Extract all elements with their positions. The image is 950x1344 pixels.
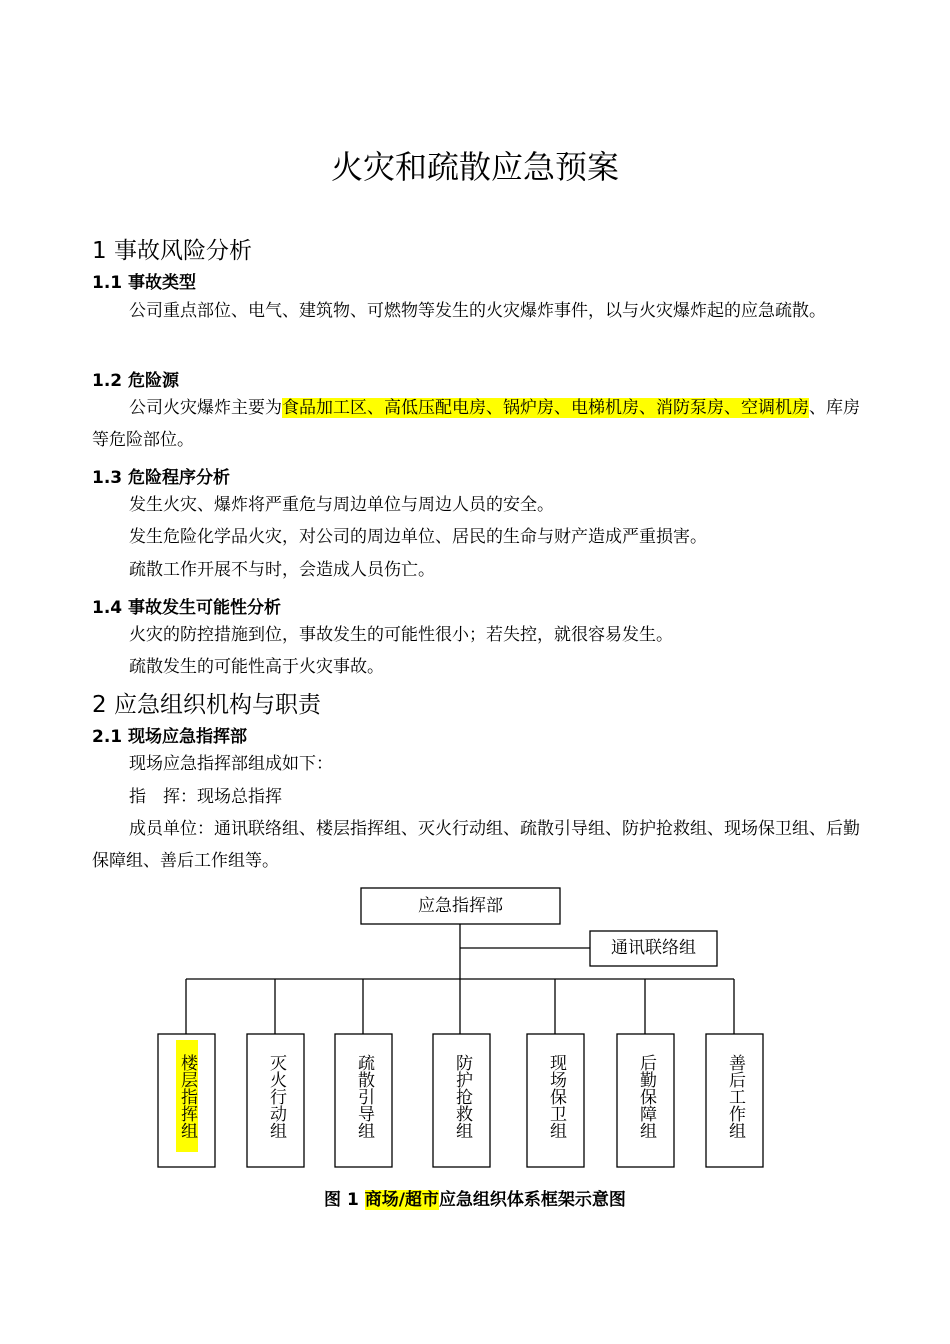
org-child-node: 楼层指挥组: [176, 1040, 198, 1152]
org-child-node: 后勤保障组: [636, 1053, 656, 1139]
section-1-1-paragraph: 公司重点部位、电气、建筑物、可燃物等发生的火灾爆炸事件，以与火灾爆炸起的应急疏散。: [129, 301, 826, 321]
section-2-1-members: 成员单位：通讯联络组、楼层指挥组、灭火行动组、疏散引导组、防护抢救组、现场保卫组、后勤保障组、善后工作组等。: [92, 819, 860, 871]
section-1-4-line: 疏散发生的可能性高于火灾事故。: [129, 657, 384, 677]
org-child-node: 疏散引导组: [354, 1053, 374, 1139]
org-child-node: 防护抢救组: [452, 1053, 472, 1139]
org-child-node: 灭火行动组: [266, 1053, 286, 1139]
section-1-heading: 1 事故风险分析: [92, 238, 252, 264]
section-1-3-line: 发生火灾、爆炸将严重危与周边单位与周边人员的安全。: [129, 495, 554, 515]
section-1-3-line: 疏散工作开展不与时，会造成人员伤亡。: [129, 560, 435, 580]
paragraph-text: 公司火灾爆炸主要为: [129, 398, 282, 418]
section-1-4-heading: 1.4 事故发生可能性分析: [92, 598, 282, 618]
section-2-1-line: 现场应急指挥部组成如下：: [129, 754, 333, 774]
org-child-node: 现场保卫组: [546, 1053, 566, 1139]
caption-suffix: 应急组织体系框架示意图: [438, 1190, 626, 1210]
org-side-node: 通讯联络组: [611, 938, 696, 958]
section-1-3-heading: 1.3 危险程序分析: [92, 468, 231, 488]
org-child-node: 善后工作组: [725, 1053, 745, 1139]
highlighted-text: 调机房: [758, 398, 809, 418]
page-title: 火灾和疏散应急预案: [330, 148, 619, 186]
org-top-node: 应急指挥部: [418, 896, 503, 916]
section-1-3-line: 发生危险化学品火灾，对公司的周边单位、居民的生命与财产造成严重损害。: [129, 527, 707, 547]
section-2-1-heading: 2.1 现场应急指挥部: [92, 727, 248, 747]
paragraph-text: 、库房等危险部位。: [92, 398, 860, 450]
caption-prefix: 图 1: [324, 1190, 365, 1210]
figure-caption: [0, 1185, 950, 1210]
highlighted-text: 食品加工区、高低压配电房、锅炉房、电梯机房、消防泵房、空: [282, 398, 758, 418]
section-1-4-line: 火灾的防控措施到位，事故发生的可能性很小；若失控，就很容易发生。: [129, 625, 673, 645]
section-1-1-heading: 1.1 事故类型: [92, 273, 197, 293]
commander-value: 现场总指挥: [197, 787, 282, 807]
commander-label: 指 挥：: [129, 787, 197, 807]
section-2-heading: 2 应急组织机构与职责: [92, 692, 321, 718]
caption-highlight: 商场/超市: [364, 1190, 439, 1210]
section-1-2-heading: 1.2 危险源: [92, 371, 180, 391]
